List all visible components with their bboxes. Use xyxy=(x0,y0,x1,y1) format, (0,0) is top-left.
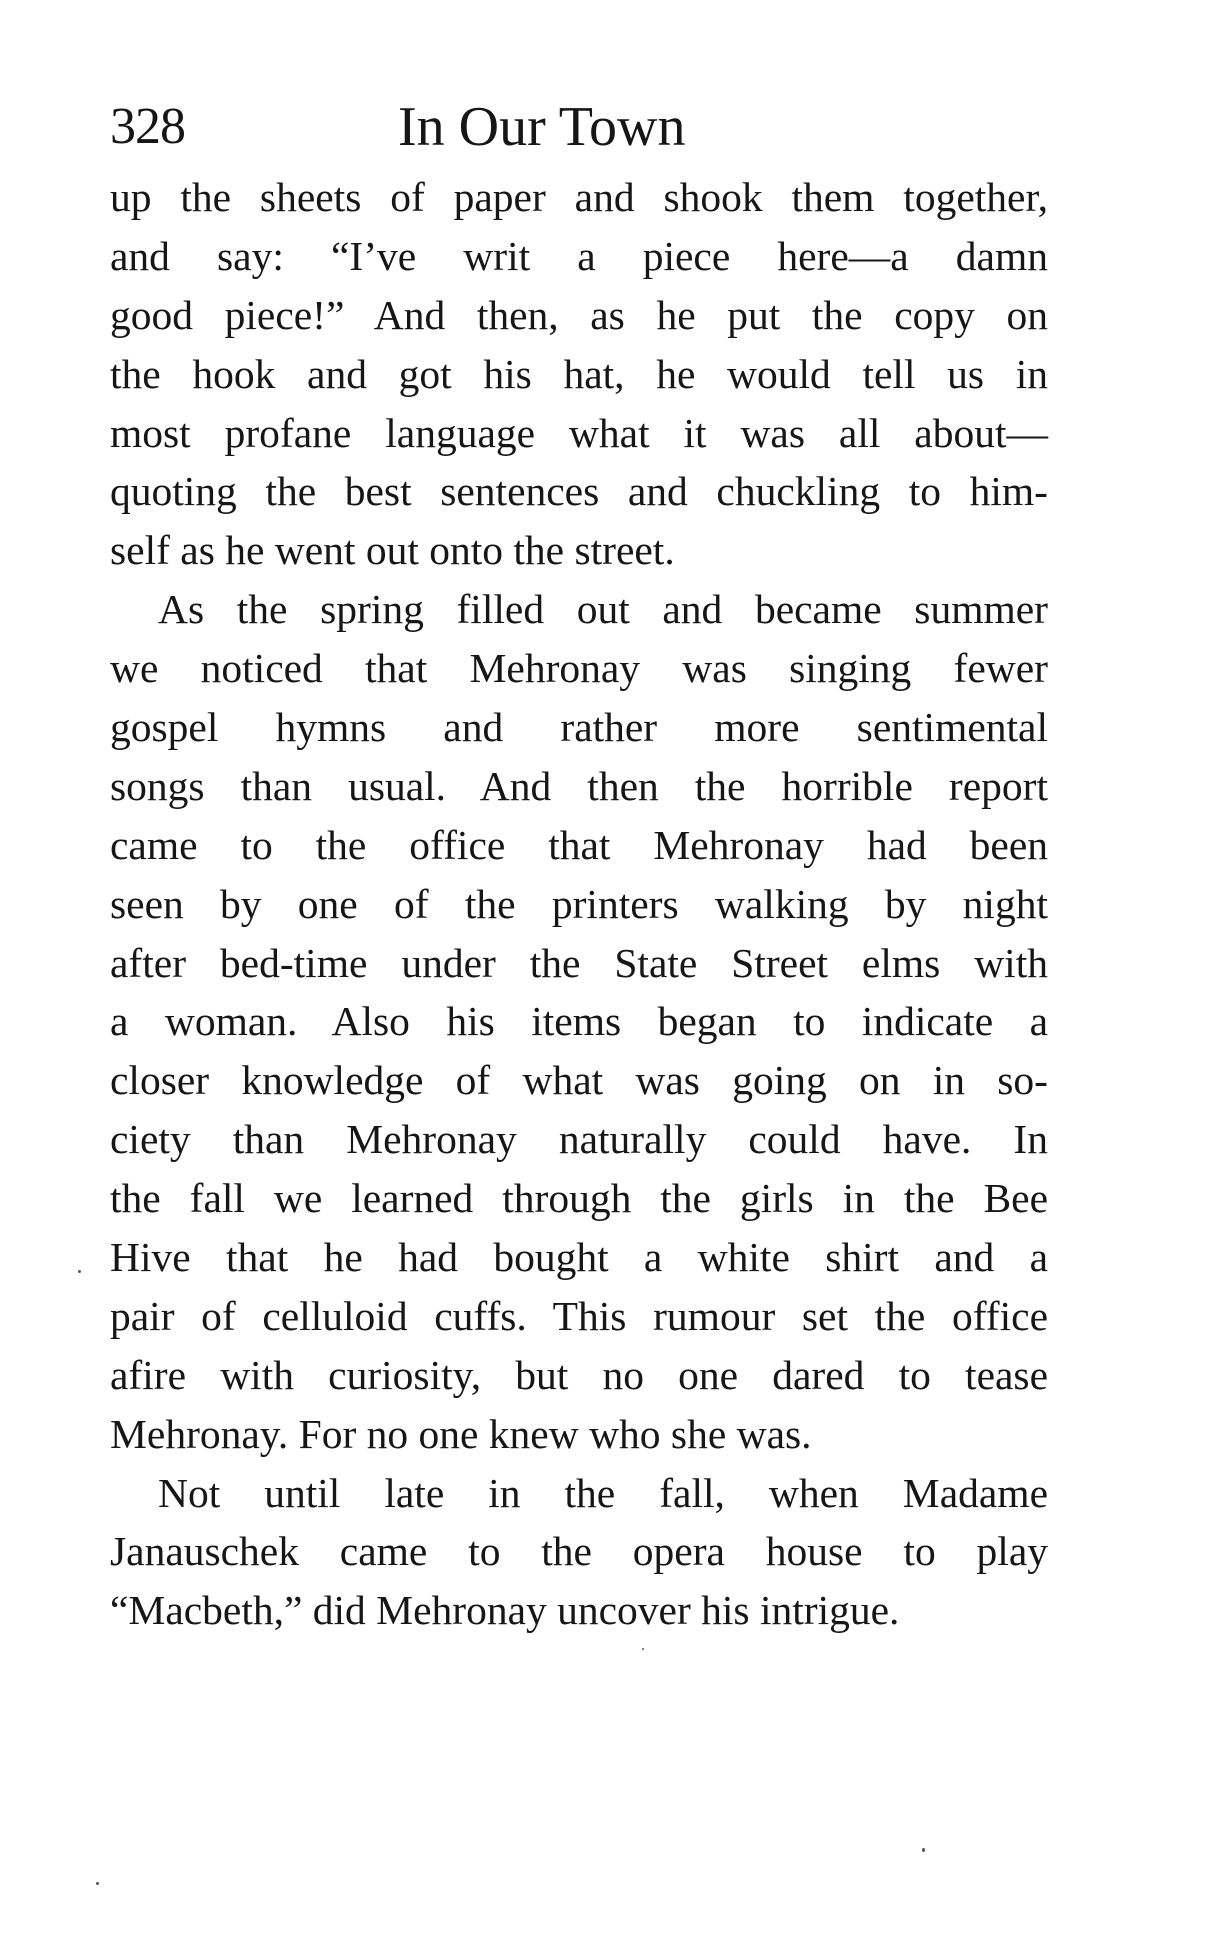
text-line: the hook and got his hat, he would tell us in xyxy=(110,350,1048,397)
text-line: ciety than Mehronay naturally could have. In xyxy=(110,1116,1048,1163)
text-line: afire with curiosity, but no one dared to tease xyxy=(110,1351,1048,1398)
text-line: Hive that he had bought a white shirt and a xyxy=(110,1234,1048,1281)
text-line: good piece!” And then, as he put the copy on xyxy=(110,291,1048,338)
running-title: In Our Town xyxy=(398,96,686,158)
text-line: a woman. Also his items began to indicate a xyxy=(110,998,1048,1045)
text-line: after bed-time under the State Street elms with xyxy=(110,939,1048,986)
text-line: seen by one of the printers walking by night xyxy=(110,880,1048,927)
text-line: “Macbeth,” did Mehronay uncover his intrigue. xyxy=(110,1587,900,1634)
text-line: gospel hymns and rather more sentimental xyxy=(110,704,1048,751)
text-line: and say: “I’ve writ a piece here—a damn xyxy=(110,232,1048,279)
text-line: we noticed that Mehronay was singing fewer xyxy=(110,645,1048,692)
page-number: 328 xyxy=(110,98,185,155)
text-line: pair of celluloid cuffs. This rumour set the office xyxy=(110,1292,1048,1339)
text-line: As the spring filled out and became summer xyxy=(158,586,1048,633)
text-line: came to the office that Mehronay had been xyxy=(110,821,1048,868)
text-line: the fall we learned through the girls in the Bee xyxy=(110,1175,1048,1222)
text-line: self as he went out onto the street. xyxy=(110,527,675,574)
text-line: Janauschek came to the opera house to play xyxy=(110,1528,1048,1575)
text-line: Mehronay. For no one knew who she was. xyxy=(110,1410,812,1457)
text-line: songs than usual. And then the horrible report xyxy=(110,762,1048,809)
scan-speck xyxy=(96,1882,99,1885)
text-line: closer knowledge of what was going on in so- xyxy=(110,1057,1048,1104)
page-header xyxy=(110,92,1060,162)
scan-speck xyxy=(642,1648,644,1650)
text-line: quoting the best sentences and chuckling to him- xyxy=(110,468,1048,515)
scan-speck xyxy=(78,1270,81,1273)
scan-speck xyxy=(922,1848,925,1852)
text-line: Not until late in the fall, when Madame xyxy=(158,1469,1048,1516)
text-line: most profane language what it was all about— xyxy=(110,409,1048,456)
text-line: up the sheets of paper and shook them together, xyxy=(110,174,1048,220)
body-text xyxy=(110,168,1048,1640)
